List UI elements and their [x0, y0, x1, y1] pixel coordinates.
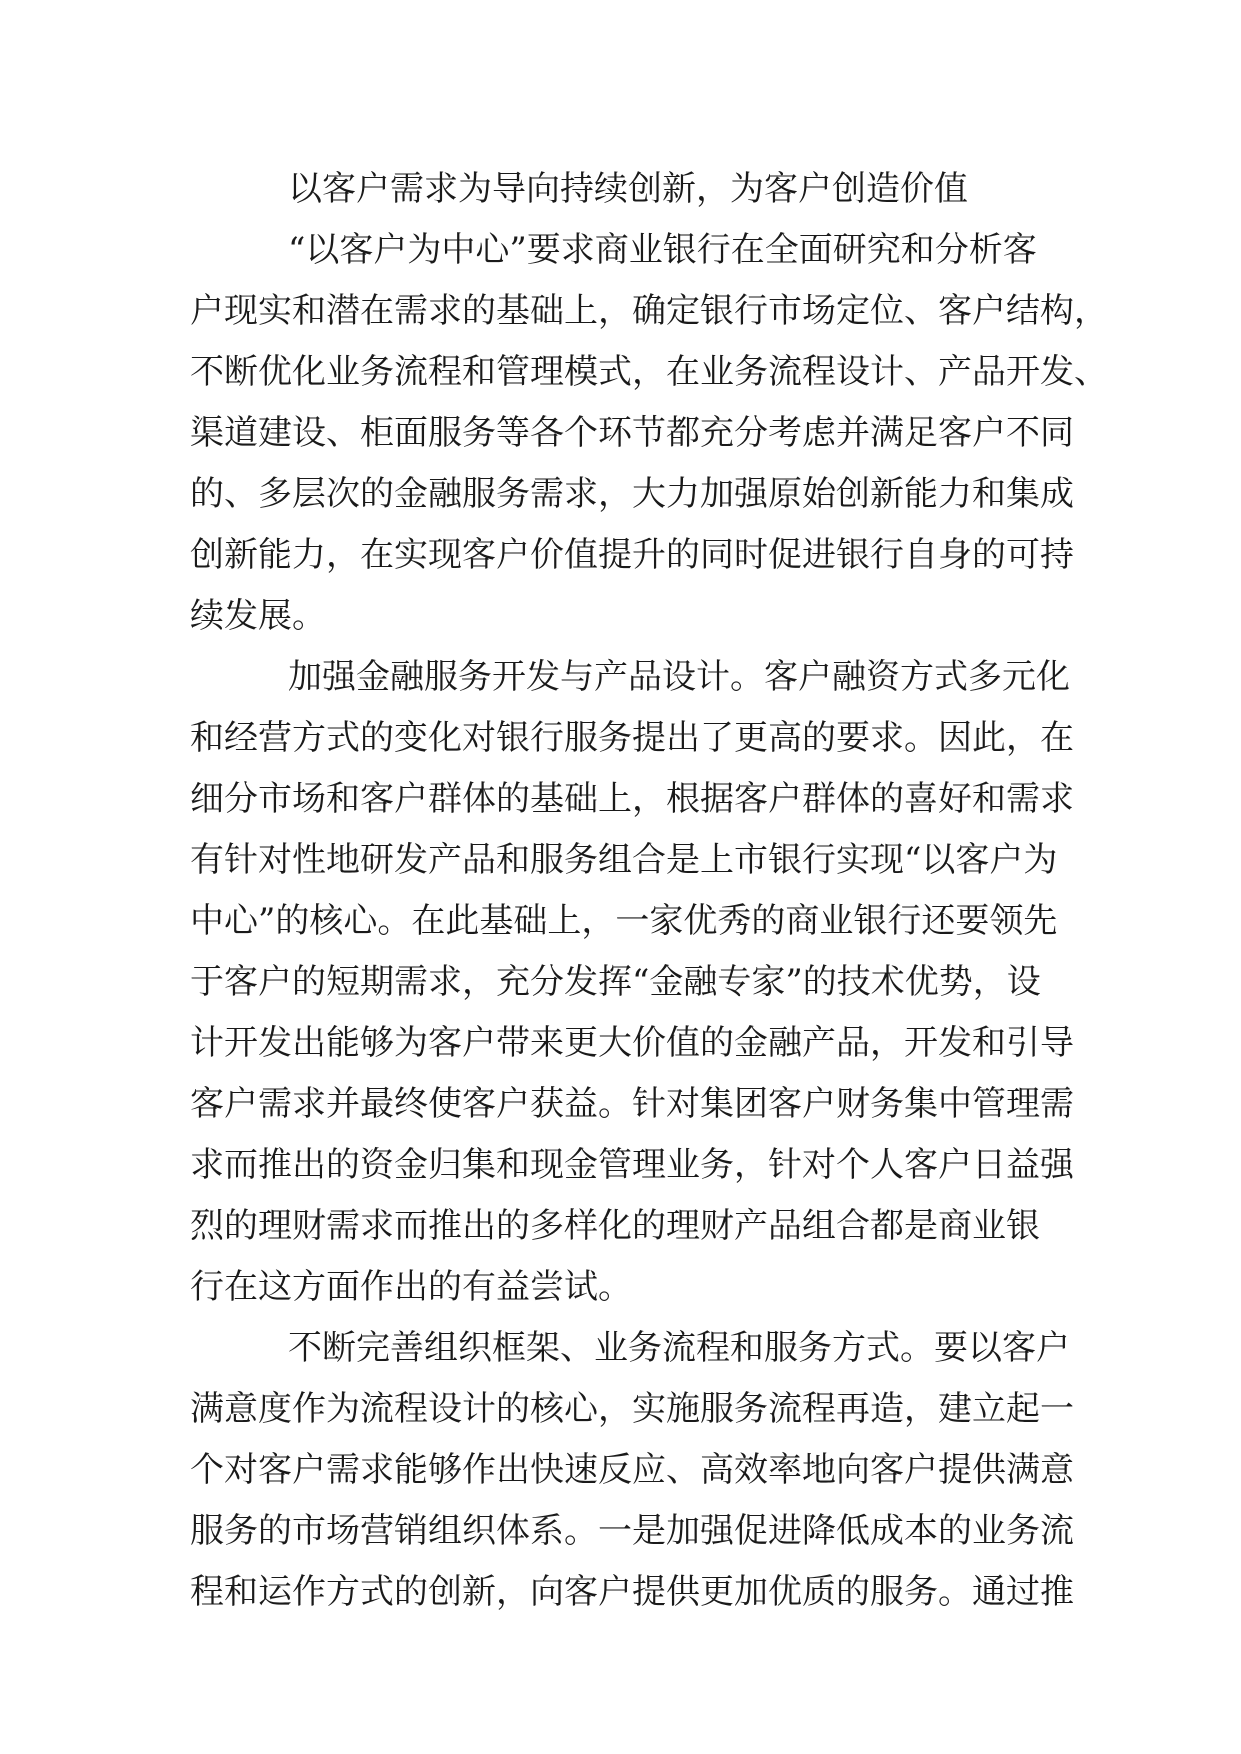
paragraph-line: 程和运作方式的创新，向客户提供更加优质的服务。通过推 [190, 1572, 1074, 1612]
paragraph-1 [190, 220, 1108, 647]
paragraph-line: 创新能力，在实现客户价值提升的同时促进银行自身的可持 [190, 535, 1074, 575]
paragraph-line: 满意度作为流程设计的核心，实施服务流程再造，建立起一 [190, 1389, 1074, 1429]
paragraph-line: 服务的市场营销组织体系。一是加强促进降低成本的业务流 [190, 1511, 1074, 1551]
paragraph-line: 行在这方面作出的有益尝试。 [190, 1267, 632, 1307]
paragraph-line: 的、多层次的金融服务需求，大力加强原始创新能力和集成 [190, 474, 1074, 514]
paragraph-line: 和经营方式的变化对银行服务提出了更高的要求。因此，在 [190, 718, 1074, 758]
paragraph-line: “以客户为中心”要求商业银行在全面研究和分析客 [288, 230, 1037, 270]
paragraph-line: 求而推出的资金归集和现金管理业务，针对个人客户日益强 [190, 1145, 1074, 1185]
paragraph-line: 户现实和潜在需求的基础上，确定银行市场定位、客户结构， [190, 291, 1108, 331]
paragraph-3 [190, 1318, 1074, 1623]
paragraph-line: 加强金融服务开发与产品设计。客户融资方式多元化 [288, 657, 1070, 697]
paragraph-line: 不断优化业务流程和管理模式，在业务流程设计、产品开发、 [190, 352, 1108, 392]
paragraph-line: 个对客户需求能够作出快速反应、高效率地向客户提供满意 [190, 1450, 1074, 1490]
paragraph-line: 客户需求并最终使客户获益。针对集团客户财务集中管理需 [190, 1084, 1074, 1124]
paragraph-line: 中心”的核心。在此基础上，一家优秀的商业银行还要领先 [190, 901, 1058, 941]
paragraph-2 [190, 647, 1074, 1318]
paragraph-line: 于客户的短期需求，充分发挥“金融专家”的技术优势，设 [190, 962, 1041, 1002]
paragraph-line: 细分市场和客户群体的基础上，根据客户群体的喜好和需求 [190, 779, 1074, 819]
paragraph-line: 渠道建设、柜面服务等各个环节都充分考虑并满足客户不同 [190, 413, 1074, 453]
document-body [190, 159, 1108, 1623]
paragraph-line: 计开发出能够为客户带来更大价值的金融产品，开发和引导 [190, 1023, 1074, 1063]
paragraph-line: 有针对性地研发产品和服务组合是上市银行实现“以客户为 [190, 840, 1058, 880]
paragraph-line: 不断完善组织框架、业务流程和服务方式。要以客户 [288, 1328, 1070, 1368]
paragraph-line: 续发展。 [190, 596, 326, 636]
paragraph-line: 烈的理财需求而推出的多样化的理财产品组合都是商业银 [190, 1206, 1040, 1246]
section-heading: 以客户需求为导向持续创新，为客户创造价值 [288, 169, 968, 209]
